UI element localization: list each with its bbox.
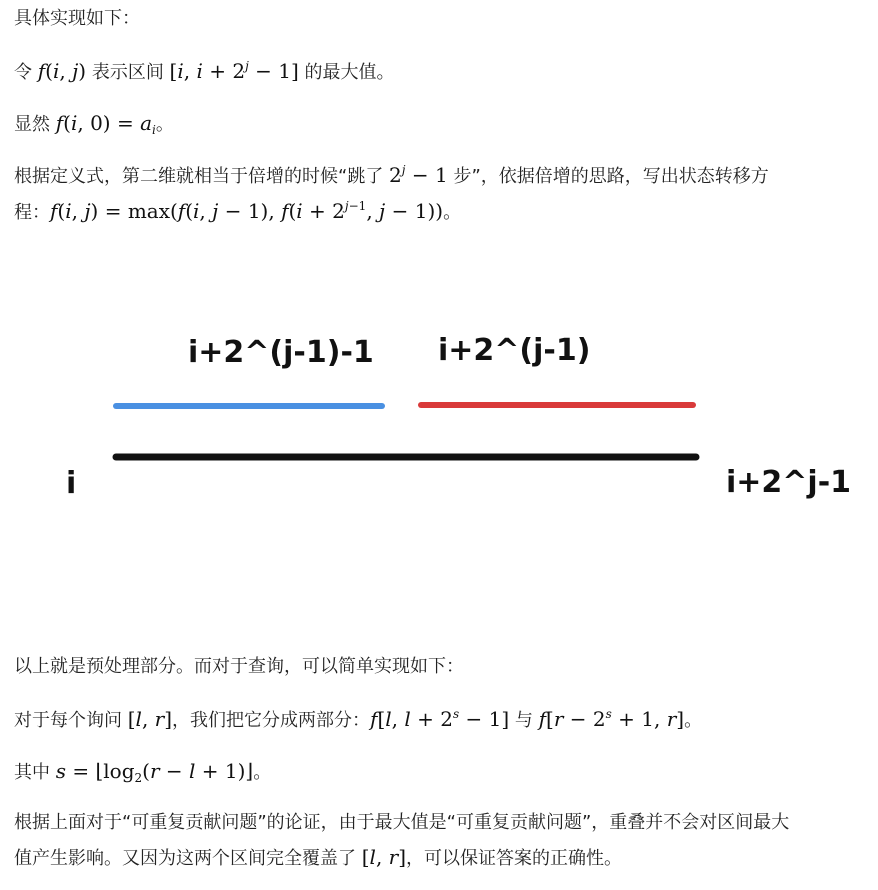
- math-right-part: $f[r - 2^s + 1$, r]: [538, 707, 685, 731]
- intro-text-content: 具体实现如下：: [14, 8, 140, 29]
- math-f-i-j: f(i, j): [37, 59, 87, 83]
- transition-line1-suffix: 步”，依据倍增的思路，写出状态转移方: [447, 166, 769, 187]
- math-query-lr: [l, r]: [127, 707, 173, 731]
- math-interval: [i, $i + 2^j - 1$]: [169, 59, 299, 83]
- base-case-prefix: 显然: [14, 114, 56, 135]
- base-case-suffix: 。: [155, 114, 174, 135]
- query-split-middle1: ，我们把它分成两部分：: [172, 710, 371, 731]
- definition-middle: 表示区间: [86, 62, 170, 83]
- math-jump: $2^j - 1$: [389, 163, 448, 187]
- correctness-line2-suffix: ，可以保证答案的正确性。: [406, 848, 623, 869]
- label-red-start: i+2^(j-1): [438, 333, 591, 368]
- label-left-i: i: [66, 466, 77, 501]
- label-blue-end: i+2^(j-1)-1: [188, 335, 374, 370]
- definition-text: [14, 54, 870, 90]
- correctness-line1: 根据上面对于“可重复贡献问题”的论证，由于最大值是“可重复贡献问题”，重叠并不会对区间最大: [14, 812, 790, 833]
- correctness-text: [14, 806, 870, 876]
- query-split-prefix: 对于每个询问: [14, 710, 128, 731]
- label-right-end: i+2^j-1: [726, 465, 852, 500]
- interval-diagram: [0, 300, 878, 530]
- query-split-middle2: 与: [509, 710, 539, 731]
- math-transition: f(i, j) = max(f(i, j − 1), $f(i + 2^{j-1}$, j − 1)): [50, 199, 444, 223]
- definition-suffix: 的最大值。: [298, 62, 395, 83]
- definition-prefix: 令: [14, 62, 38, 83]
- s-definition-suffix: 。: [253, 762, 272, 783]
- math-left-part: f[l, $l + 2^s - 1$]: [370, 707, 510, 731]
- math-cover-lr: [l, r]: [361, 845, 407, 869]
- query-intro-content: 以上就是预处理部分。而对于查询，可以简单实现如下：: [14, 656, 464, 677]
- math-s-log: $s = ⌊\log_2(r - l$ + 1)⌋: [55, 759, 254, 785]
- transition-line2-prefix: 程：: [14, 202, 50, 223]
- query-split-text: [14, 702, 870, 738]
- query-intro-text: [14, 650, 870, 684]
- transition-line1-prefix: 根据定义式，第二维就相当于倍增的时候“跳了: [14, 166, 390, 187]
- intro-text: [14, 2, 870, 36]
- base-case-text: [14, 106, 870, 142]
- transition-text: [14, 158, 870, 230]
- s-definition-prefix: 其中: [14, 762, 56, 783]
- transition-line2-suffix: 。: [443, 202, 462, 223]
- s-definition-text: [14, 754, 870, 790]
- math-base-case: f(i, $0) = a_i$: [55, 111, 156, 137]
- correctness-line2-prefix: 值产生影响。又因为这两个区间完全覆盖了: [14, 848, 362, 869]
- query-split-suffix: 。: [684, 710, 703, 731]
